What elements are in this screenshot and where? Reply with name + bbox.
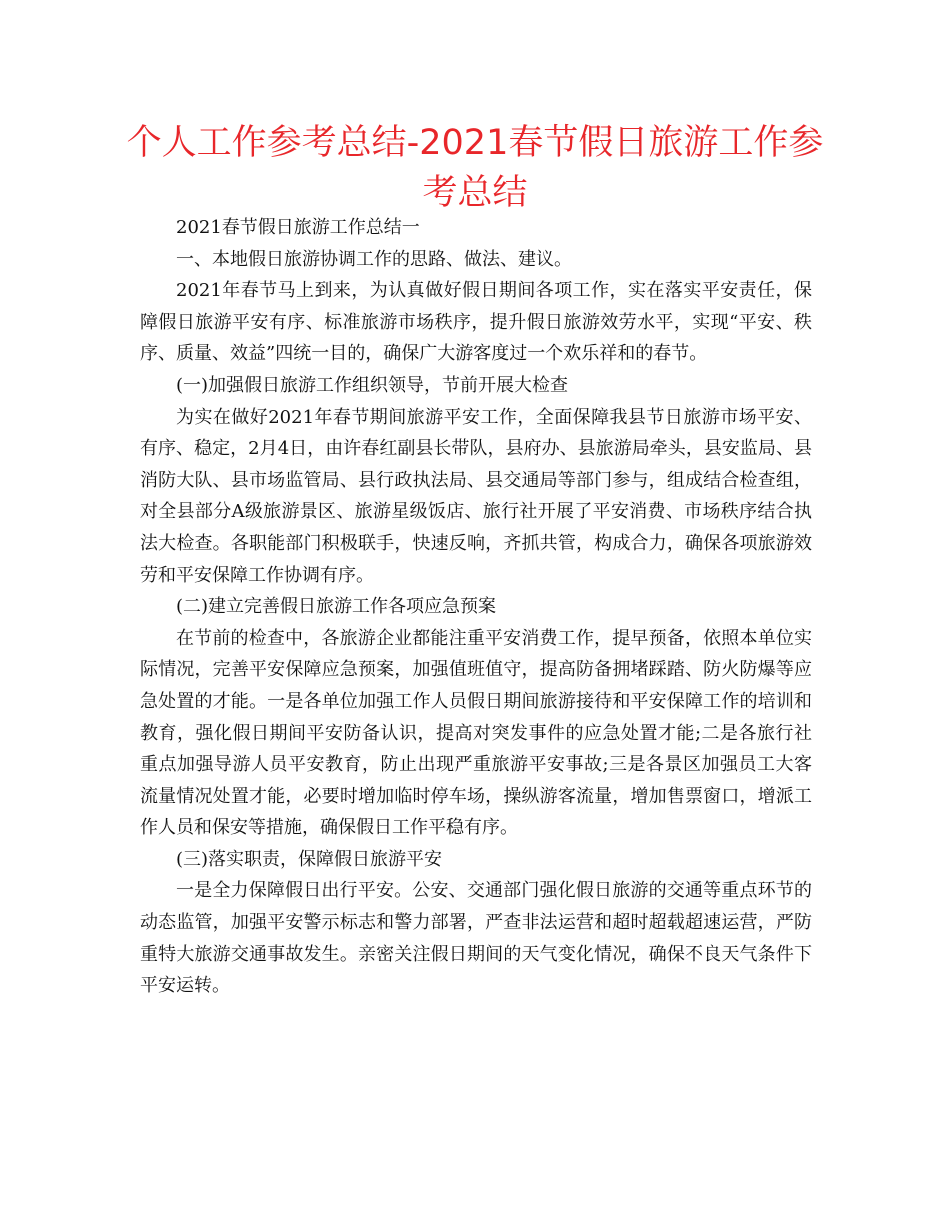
paragraph-travel-safety: 一是全力保障假日出行平安。公安、交通部门强化假日旅游的交通等重点环节的动态监管，加强平安警示标志和警力部署，严查非法运营和超时超载超速运营，严防重特大旅游交通事故发生。亲密关注假日期间的天气变化情况，确保不良天气条件下平安运转。 xyxy=(140,880,812,997)
paragraph-heading-2: (二)建立完善假日旅游工作各项应急预案 xyxy=(176,596,497,618)
document-title: 个人工作参考总结-2021春节假日旅游工作参考总结 xyxy=(126,123,824,213)
document-body xyxy=(140,212,812,1002)
paragraph-subtitle: 2021春节假日旅游工作总结一 xyxy=(176,217,420,238)
paragraph-heading-3: (三)落实职责，保障假日旅游平安 xyxy=(176,848,443,870)
paragraph-inspection: 为实在做好2021年春节期间旅游平安工作，全面保障我县节日旅游市场平安、有序、稳定，2月4日，由许春红副县长带队，县府办、县旅游局牵头，县安监局、县消防大队、县市场监管局、县行政执法局、县交通局等部门参与，组成结合检查组，对全县部分A级旅游景区、旅游星级饭店、旅行社开展了平安消费、市场秩序结合执法大检查。各职能部门积极联手，快速反响，齐抓共管，构成合力，确保各项旅游效劳和平安保障工作协调有序。 xyxy=(140,406,812,586)
paragraph-section-heading: 一、本地假日旅游协调工作的思路、做法、建议。 xyxy=(176,248,572,270)
paragraph-intro: 2021年春节马上到来，为认真做好假日期间各项工作，实在落实平安责任，保障假日旅游平安有序、标准旅游市场秩序，提升假日旅游效劳水平，实现“平安、秩序、质量、效益”四统一目的，确保广大游客度过一个欢乐祥和的春节。 xyxy=(140,280,812,365)
paragraph-emergency-plan: 在节前的检查中，各旅游企业都能注重平安消费工作，提早预备，依照本单位实际情况，完善平安保障应急预案，加强值班值守，提高防备拥堵踩踏、防火防爆等应急处置的才能。一是各单位加强工作人员假日期间旅游接待和平安保障工作的培训和教育，强化假日期间平安防备认识，提高对突发事件的应急处置才能;二是各旅行社重点加强导游人员平安教育，防止出现严重旅游平安事故;三是各景区加强员工大客流量情况处置才能，必要时增加临时停车场，操纵游客流量，增加售票窗口，增派工作人员和保安等措施，确保假日工作平稳有序。 xyxy=(140,627,812,839)
paragraph-heading-1: (一)加强假日旅游工作组织领导，节前开展大检查 xyxy=(176,374,569,396)
